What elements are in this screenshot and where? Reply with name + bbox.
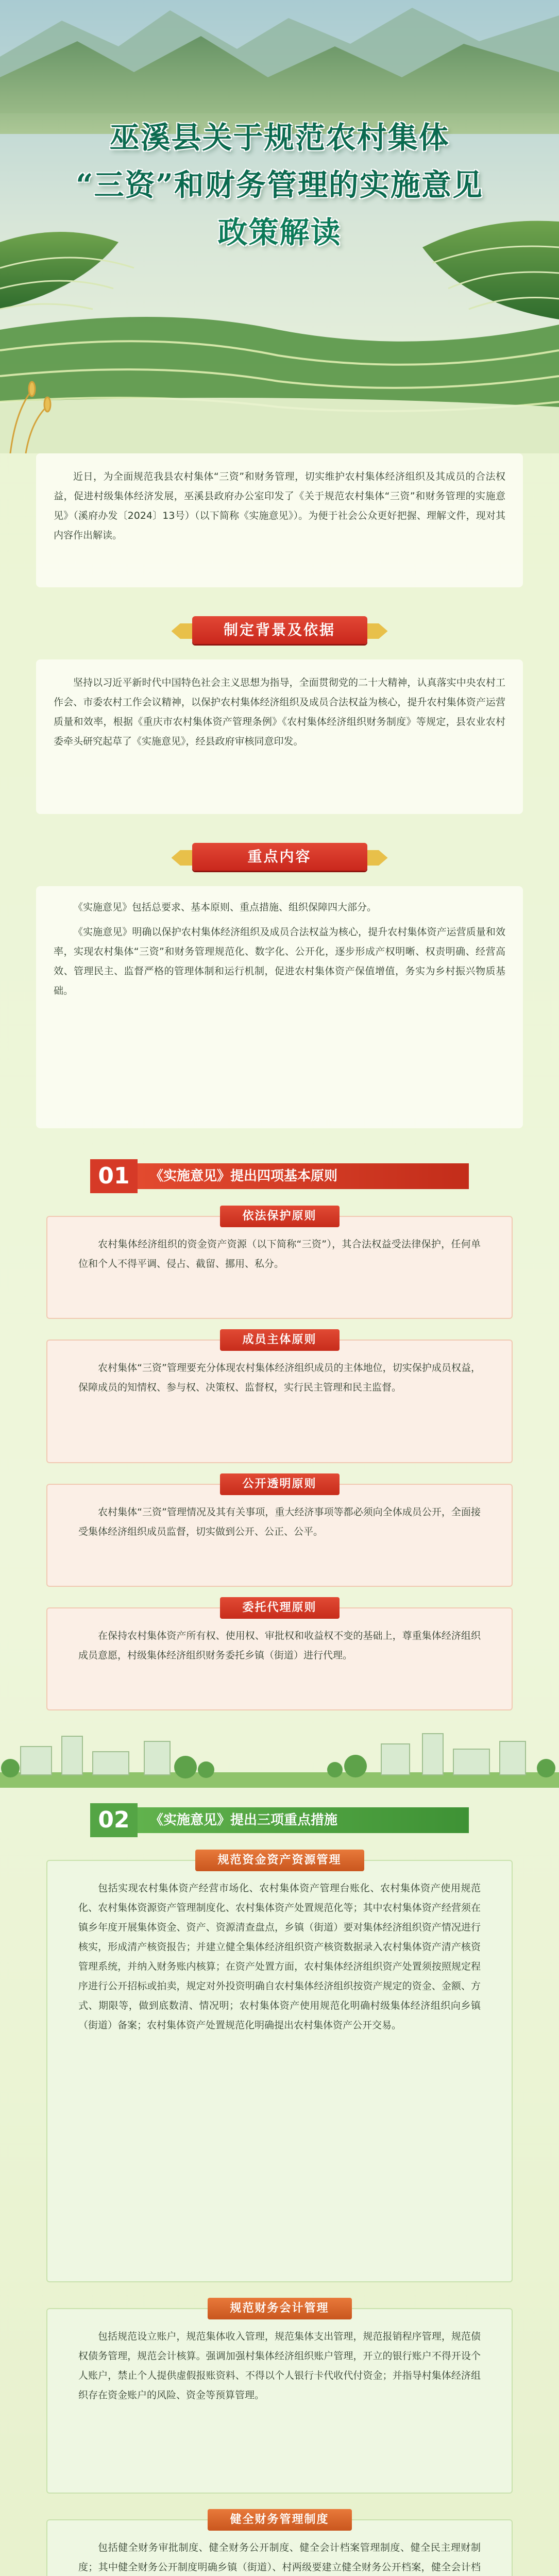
hero-header (0, 0, 559, 453)
measure-card (46, 1854, 513, 2282)
section-banner-background (172, 613, 388, 647)
measure-title: 健全财务管理制度 (207, 2509, 351, 2531)
principle-title: 委托代理原则 (219, 1597, 339, 1619)
principle-text: 农村集体“三资”管理要充分体现农村集体经济组织成员的主体地位，切实保护成员权益，保障成员的知情权、参与权、决策权、监督权，实行民主管理和民主监督。 (78, 1362, 481, 1393)
principle-text: 农村集体“三资”管理情况及其有关事项，重大经济事项等都必须向全体成员公开，全面接受集体经济组织成员监督，切实做到公开、公正、公平。 (78, 1506, 481, 1537)
principle-text: 在保持农村集体资产所有权、使用权、审批权和收益权不变的基础上，尊重集体经济组织成员意愿，村级集体经济组织财务委托乡镇（街道）进行代理。 (78, 1630, 481, 1661)
village-skyline-decoration (0, 1721, 559, 1788)
measure-card (46, 2302, 513, 2494)
principle-title: 公开透明原则 (219, 1473, 339, 1495)
content-summary: 《实施意见》明确以保护农村集体经济组织及成员合法权益为核心，提升农村集体资产运营质量和效率，实现农村集体“三资”和财务管理规范化、数字化、公开化，逐步形成产权明晰、权责明确、经营高效、管理民主、监督严格的管理体制和运行机制，促进农村集体资产保值增值，务实为乡村振兴物质基础。 (54, 926, 505, 996)
title-line-3: 政策解读 (217, 215, 342, 250)
principle-card (46, 1333, 513, 1463)
principle-title: 依法保护原则 (219, 1206, 339, 1227)
principle-card (46, 1478, 513, 1587)
title-line-1: 巫溪县关于规范农村集体 (109, 120, 450, 155)
intro-panel (36, 453, 523, 587)
principle-text: 农村集体经济组织的资金资产资源（以下简称“三资”），其合法权益受法律保护，任何单位和个人不得平调、侵占、截留、挪用、私分。 (78, 1239, 481, 1269)
background-text: 坚持以习近平新时代中国特色社会主义思想为指导，全面贯彻党的二十大精神，认真落实中央农村工作会、市委农村工作会议精神，以保护农村集体经济组织及成员合法权益为核心，提升农村集体资产运营质量和效率，根据《重庆市农村集体资产管理条例》《农村集体经济组织财务制度》等规定，县农业农村委牵头研究起草了《实施意见》，经县政府审核同意印发。 (54, 677, 505, 747)
measure-text: 包括实现农村集体资产经营市场化、农村集体资产管理台账化、农村集体资产使用规范化、农村集体资源资产管理制度化、农村集体资产处置规范化等；其中农村集体资产经营须在镇乡年度开展集体资金、资产、资源清查盘点，乡镇（街道）要对集体经济组织资产情况进行核实，形成清产核资报告；并建立健全集体经济组织资产核资数据录入农村集体资产清产核资管理系统，并纳入财务账内核算；在资产处置方面，农村集体经济组织资产处置须按照规定程序进行公开招标或拍卖，规定对外投资明确自农村集体经济组织按资产规定的资金、金额、方式、期限等，做到底数清、情况明；农村集体资产使用规范化明确村级集体经济组织向乡镇（街道）备案；农村集体资产处置规范化明确提出农村集体资产公开交易。 (78, 1883, 481, 2031)
content-intro: 《实施意见》包括总要求、基本原则、重点措施、组织保障四大部分。 (73, 902, 377, 913)
measure-card (46, 2513, 513, 2576)
measure-text: 包括规范设立账户，规范集体收入管理，规范集体支出管理，规范报销程序管理，规范债权债务管理，规范会计核算。强调加强村集体经济组织账户管理，开立的银行账户不得开设个人账户，禁止个人提供虚假报账资料、不得以个人银行卡代收代付资金；并指导村集体经济组织存在资金账户的风险、资金等预算管理。 (78, 2331, 481, 2401)
measure-title: 规范财务会计管理 (207, 2298, 351, 2319)
section-title-content: 重点内容 (247, 848, 312, 865)
principle-card (46, 1210, 513, 1319)
measure-text: 包括健全财务审批制度、健全财务公开制度、健全会计档案管理制度、健全民主理财制度；其中健全财务公开制度明确乡镇（街道）、村两级要建立健全财务公开档案，健全会计档 (78, 2542, 481, 2573)
part-01-number: 01 (90, 1159, 138, 1193)
section-banner-content (172, 840, 388, 874)
part-01-header (90, 1159, 469, 1193)
part-01-label: 《实施意见》提出四项基本原则 (138, 1163, 469, 1189)
intro-text: 近日，为全面规范我县农村集体“三资”和财务管理，切实维护农村集体经济组织及其成员的合法权益，促进村级集体经济发展，巫溪县政府办公室印发了《关于规范农村集体“三资”和财务管理的实施意见》（溪府办发〔2024〕13号）（以下简称《实施意见》）。为便于社会公众更好把握、理解文件，现对其内容作出解读。 (54, 471, 505, 541)
principle-card (46, 1601, 513, 1710)
part-02-label: 《实施意见》提出三项重点措施 (138, 1807, 469, 1833)
background-panel (36, 659, 523, 814)
measure-title: 规范资金资产资源管理 (195, 1850, 364, 1871)
part-02-header (90, 1803, 469, 1837)
part-02-number: 02 (90, 1803, 138, 1837)
principle-title: 成员主体原则 (219, 1329, 339, 1351)
page-title (0, 113, 559, 251)
content-panel (36, 886, 523, 1128)
section-title-background: 制定背景及依据 (223, 621, 335, 638)
title-line-2: “三资”和财务管理的实施意见 (76, 167, 483, 202)
